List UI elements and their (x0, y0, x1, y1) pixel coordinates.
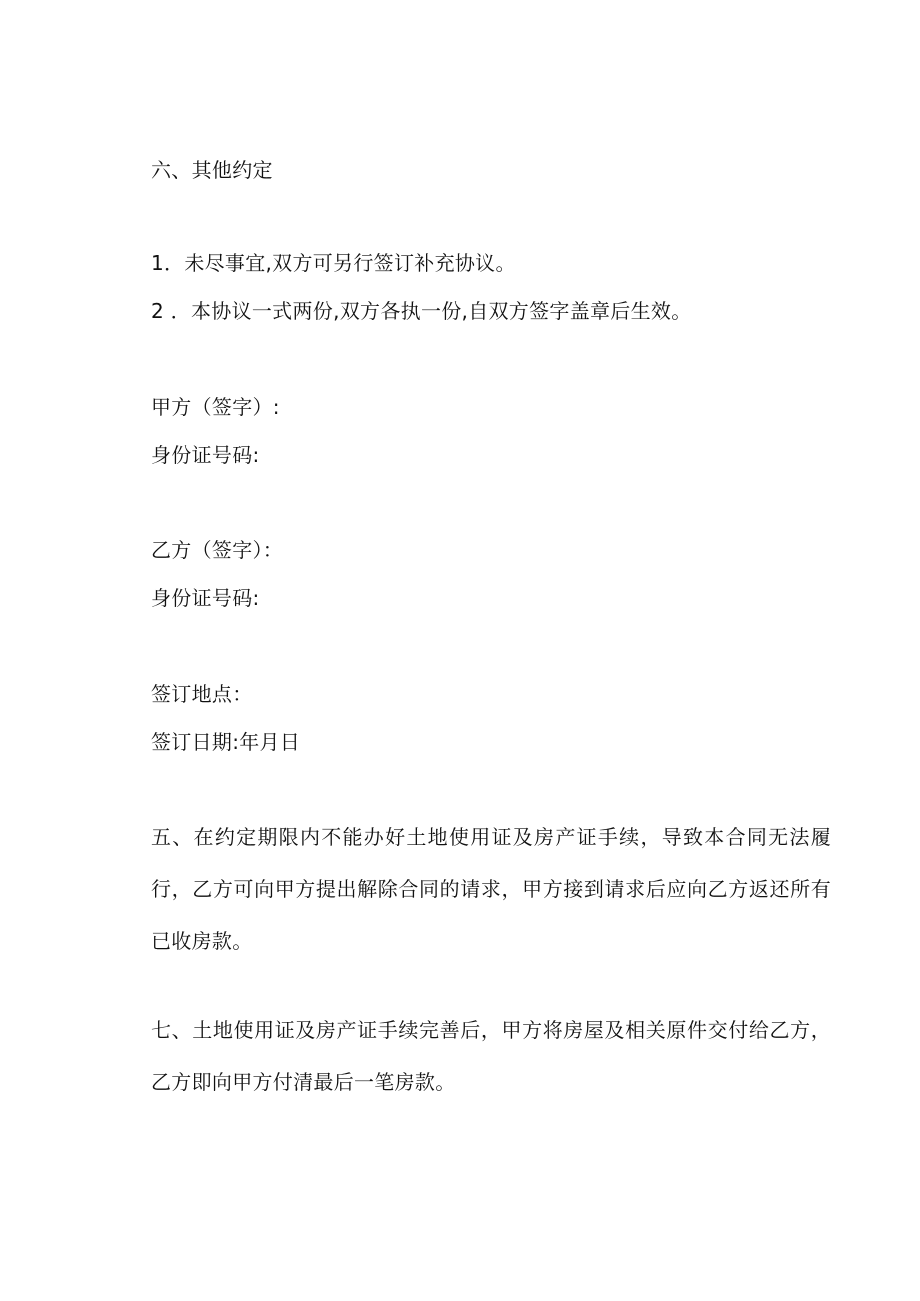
section-six-item-2: 2 ．本协议一式两份,双方各执一份,自双方签字盖章后生效。 (151, 299, 692, 323)
party-a-signature-label: 甲方（签字）: (151, 395, 280, 419)
party-a-id-label: 身份证号码: (151, 443, 260, 467)
signing-date-label: 签订日期:年月日 (151, 730, 301, 754)
section-six-heading: 六、其他约定 (151, 158, 273, 182)
party-b-signature-label: 乙方（签字）： (151, 538, 284, 562)
clause-seven-paragraph: 七、土地使用证及房产证手续完善后，甲方将房屋及相关原件交付给乙方，乙方即向甲方付清最后一笔房款。 (151, 1018, 831, 1094)
party-b-id-label: 身份证号码: (151, 586, 260, 610)
signing-place-label: 签订地点： (151, 682, 253, 706)
clause-five-paragraph: 五、在约定期限内不能办好土地使用证及房产证手续，导致本合同无法履行，乙方可向甲方提出解除合同的请求，甲方接到请求后应向乙方返还所有已收房款。 (151, 825, 831, 953)
section-six-item-1: 1．未尽事宜,双方可另行签订补充协议。 (151, 251, 516, 275)
